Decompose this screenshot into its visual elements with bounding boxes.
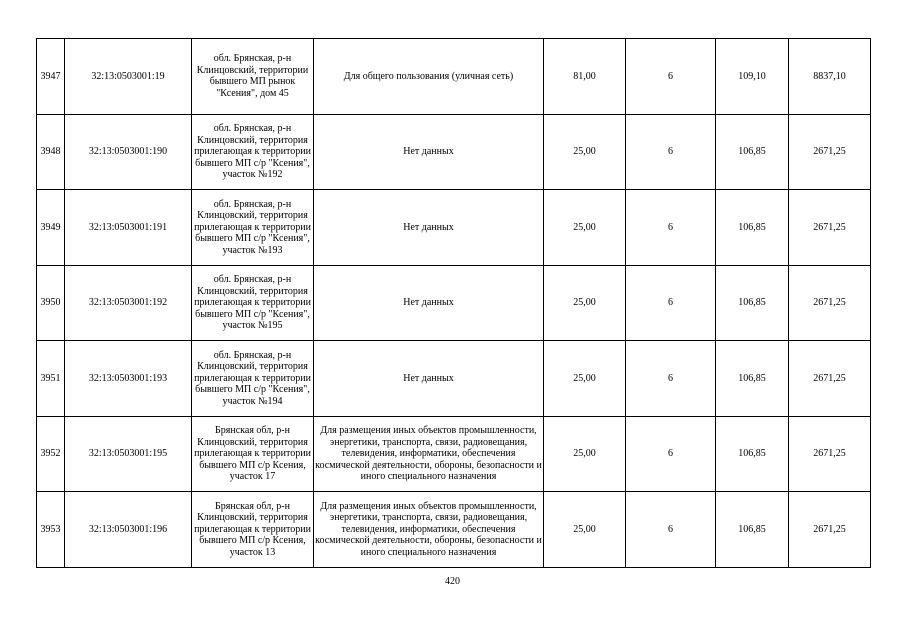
area-cell: 25,00 [544, 190, 626, 266]
address-cell: обл. Брянская, р-н Клинцовский, территория прилегающая к территории бывшего МП с/р "Ксения", участок №192 [192, 114, 314, 190]
cadastral-value-cell: 2671,25 [789, 114, 871, 190]
rate-cell: 106,85 [716, 416, 789, 492]
rate-cell: 106,85 [716, 492, 789, 568]
area-cell: 25,00 [544, 492, 626, 568]
land-use-cell: Нет данных [314, 190, 544, 266]
land-use-cell: Для размещения иных объектов промышленности, энергетики, транспорта, связи, радиовещания, телевидения, информатики, обеспечения космической деятельности, обороны, безопасности и иного специального назначения [314, 416, 544, 492]
area-cell: 81,00 [544, 39, 626, 115]
table-body [37, 39, 871, 568]
rate-cell: 109,10 [716, 39, 789, 115]
table-row [37, 265, 871, 341]
table-row [37, 492, 871, 568]
table-row [37, 416, 871, 492]
area-cell: 25,00 [544, 265, 626, 341]
table-row [37, 114, 871, 190]
group-cell: 6 [626, 416, 716, 492]
group-cell: 6 [626, 492, 716, 568]
row-number: 3951 [37, 341, 65, 417]
row-number: 3947 [37, 39, 65, 115]
table-row [37, 39, 871, 115]
row-number: 3952 [37, 416, 65, 492]
address-cell: обл. Брянская, р-н Клинцовский, территория прилегающая к территории бывшего МП с/р "Ксения", участок №195 [192, 265, 314, 341]
group-cell: 6 [626, 341, 716, 417]
land-use-cell: Для общего пользования (уличная сеть) [314, 39, 544, 115]
cadastral-number: 32:13:0503001:192 [65, 265, 192, 341]
cadastral-value-cell: 2671,25 [789, 265, 871, 341]
cadastral-number: 32:13:0503001:190 [65, 114, 192, 190]
address-cell: обл. Брянская, р-н Клинцовский, территория прилегающая к территории бывшего МП с/р "Ксения", участок №193 [192, 190, 314, 266]
land-use-cell: Для размещения иных объектов промышленности, энергетики, транспорта, связи, радиовещания, телевидения, информатики, обеспечения космической деятельности, обороны, безопасности и иного специального назначения [314, 492, 544, 568]
cadastral-value-cell: 2671,25 [789, 190, 871, 266]
group-cell: 6 [626, 190, 716, 266]
cadastral-number: 32:13:0503001:196 [65, 492, 192, 568]
table-row [37, 190, 871, 266]
address-cell: Брянская обл, р-н Клинцовский, территория прилегающая к территории бывшего МП с/р Ксения, участок 17 [192, 416, 314, 492]
row-number: 3949 [37, 190, 65, 266]
group-cell: 6 [626, 39, 716, 115]
rate-cell: 106,85 [716, 265, 789, 341]
row-number: 3948 [37, 114, 65, 190]
row-number: 3950 [37, 265, 65, 341]
land-use-cell: Нет данных [314, 114, 544, 190]
cadastral-number: 32:13:0503001:195 [65, 416, 192, 492]
land-use-cell: Нет данных [314, 341, 544, 417]
group-cell: 6 [626, 114, 716, 190]
area-cell: 25,00 [544, 416, 626, 492]
cadastral-number: 32:13:0503001:19 [65, 39, 192, 115]
address-cell: обл. Брянская, р-н Клинцовский, территория прилегающая к территории бывшего МП с/р "Ксения", участок №194 [192, 341, 314, 417]
area-cell: 25,00 [544, 341, 626, 417]
rate-cell: 106,85 [716, 114, 789, 190]
cadastral-number: 32:13:0503001:193 [65, 341, 192, 417]
cadastral-value-cell: 2671,25 [789, 416, 871, 492]
cadastral-value-cell: 2671,25 [789, 341, 871, 417]
cadastral-value-cell: 2671,25 [789, 492, 871, 568]
land-use-cell: Нет данных [314, 265, 544, 341]
table-row [37, 341, 871, 417]
row-number: 3953 [37, 492, 65, 568]
rate-cell: 106,85 [716, 341, 789, 417]
rate-cell: 106,85 [716, 190, 789, 266]
address-cell: обл. Брянская, р-н Клинцовский, территории бывшего МП рынок "Ксения", дом 45 [192, 39, 314, 115]
area-cell: 25,00 [544, 114, 626, 190]
cadastral-value-cell: 8837,10 [789, 39, 871, 115]
address-cell: Брянская обл, р-н Клинцовский, территория прилегающая к территории бывшего МП с/р Ксения, участок 13 [192, 492, 314, 568]
page-number: 420 [445, 576, 460, 587]
group-cell: 6 [626, 265, 716, 341]
registry-table [36, 38, 871, 568]
cadastral-number: 32:13:0503001:191 [65, 190, 192, 266]
